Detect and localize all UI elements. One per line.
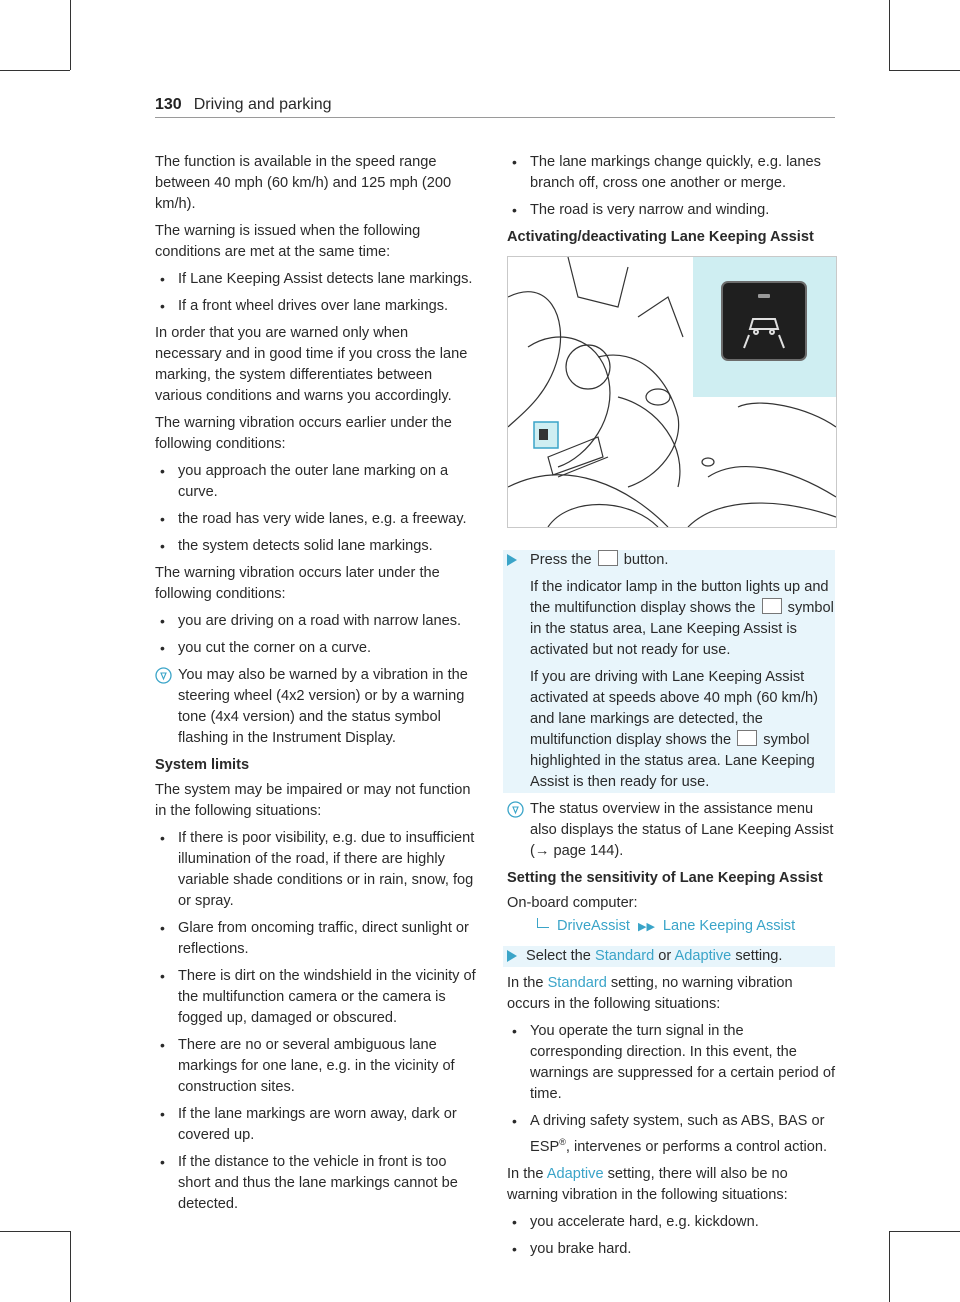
bullet-list (507, 1021, 835, 1158)
info-note-icon (507, 801, 524, 818)
section-heading: Setting the sensitivity of Lane Keeping Assist (507, 870, 823, 886)
crop-mark (70, 1231, 71, 1302)
paragraph: In the Standard setting, no warning vibration occurs in the following situations: (507, 975, 793, 1012)
paragraph: In the Adaptive setting, there will also be no warning vibration in the following situations: (507, 1165, 788, 1203)
section-title: Driving and parking (193, 96, 332, 113)
step-press-button: Press the button. (507, 550, 835, 571)
section-heading: System limits (155, 757, 250, 773)
lane-keeping-assist-icon (598, 550, 618, 566)
header-rule (155, 117, 835, 118)
paragraph: The system may be impaired or may not function in the following situations: (155, 782, 471, 819)
double-chevron-icon: ▶▶ (637, 921, 655, 933)
note (155, 665, 477, 749)
crop-mark (889, 1231, 890, 1302)
note (507, 799, 835, 862)
menu-item-driveassist[interactable]: DriveAssist (557, 918, 630, 934)
page-number: 130 (155, 96, 182, 113)
instruction-block (503, 550, 835, 793)
list-item: • If the distance to the vehicle in front is too short and thus the lane markings cannot be detected. (155, 1152, 477, 1215)
paragraph: In order that you are warned only when necessary and in good time if you cross the lane marking, the system differentiates between various conditions and warns you accordingly. (155, 325, 468, 404)
page-header (155, 94, 332, 115)
list-item: • If Lane Keeping Assist detects lane markings. (155, 269, 477, 290)
note-text: You may also be warned by a vibration in the steering wheel (4x2 version) or by a warning tone (4x4 version) and the status symbol flashing in the Instrument Display. (178, 667, 468, 746)
crop-mark (889, 1231, 960, 1232)
list-item: • A driving safety system, such as ABS, BAS or ESP®, intervenes or performs a control action. (507, 1111, 835, 1158)
lane-keeping-assist-icon (762, 598, 782, 614)
list-item: • the system detects solid lane markings. (155, 536, 477, 557)
note-text: The status overview in the assistance menu also displays the status of Lane Keeping Assist (→ page 144). (530, 801, 834, 859)
bullet-list (155, 611, 477, 659)
list-item: • the road has very wide lanes, e.g. a freeway. (155, 509, 477, 530)
section-heading: Activating/deactivating Lane Keeping Assist (507, 229, 814, 245)
list-item: • you cut the corner on a curve. (155, 638, 477, 659)
paragraph: On-board computer: (507, 895, 638, 911)
lane-keeping-assist-icon (737, 730, 757, 746)
list-item: • you brake hard. (507, 1239, 835, 1260)
list-item: • If there is poor visibility, e.g. due to insufficient illumination of the road, if there are highly variable shade conditions or in rain, snow, fog or spray. (155, 828, 477, 912)
bullet-list (155, 461, 477, 557)
menu-hook-icon (537, 918, 549, 928)
menu-path (507, 916, 835, 938)
paragraph: If the indicator lamp in the button lights up and the multifunction display shows the symbol in the status area, Lane Keeping Assist is activated but not ready for use. (530, 579, 834, 658)
option-standard[interactable]: Standard (594, 948, 655, 964)
list-item: • There are no or several ambiguous lane markings for one lane, e.g. in the vicinity of construction sites. (155, 1035, 477, 1098)
list-item: • Glare from oncoming traffic, direct sunlight or reflections. (155, 918, 477, 960)
crop-mark (70, 0, 71, 70)
option-adaptive[interactable]: Adaptive (674, 948, 732, 964)
paragraph: The warning is issued when the following conditions are met at the same time: (155, 223, 421, 260)
bullet-list (507, 1212, 835, 1260)
step-arrow-icon (507, 950, 517, 962)
list-item: • you are driving on a road with narrow lanes. (155, 611, 477, 632)
paragraph: The warning vibration occurs earlier under the following conditions: (155, 415, 452, 452)
dashboard-illustration (507, 256, 837, 528)
menu-item-lane-keeping-assist[interactable]: Lane Keeping Assist (662, 918, 796, 934)
list-item: • The road is very narrow and winding. (507, 200, 835, 221)
paragraph: The function is available in the speed range between 40 mph (60 km/h) and 125 mph (200 km/h). (155, 154, 452, 212)
crop-mark (0, 70, 70, 71)
crop-mark (0, 1231, 70, 1232)
right-column (507, 152, 835, 1266)
bullet-list (507, 152, 835, 221)
list-item: • If the lane markings are worn away, dark or covered up. (155, 1104, 477, 1146)
steering-wheel-drawing (508, 257, 836, 527)
list-item: • you accelerate hard, e.g. kickdown. (507, 1212, 835, 1233)
info-note-icon (155, 667, 172, 684)
step-select-setting: Select the Standard or Adaptive setting. (503, 946, 835, 967)
list-item: • You operate the turn signal in the corresponding direction. In this event, the warnings are suppressed for a certain period of time. (507, 1021, 835, 1105)
step-arrow-icon (507, 554, 517, 566)
list-item: • There is dirt on the windshield in the vicinity of the multifunction camera or the camera is fogged up, damaged or obscured. (155, 966, 477, 1029)
left-column (155, 152, 477, 1221)
list-item: • The lane markings change quickly, e.g. lanes branch off, cross one another or merge. (507, 152, 835, 194)
crop-mark (889, 0, 890, 70)
list-item: • If a front wheel drives over lane markings. (155, 296, 477, 317)
bullet-list (155, 269, 477, 317)
bullet-list (155, 828, 477, 1215)
list-item: • you approach the outer lane marking on a curve. (155, 461, 477, 503)
paragraph: The warning vibration occurs later under the following conditions: (155, 565, 440, 602)
paragraph: If you are driving with Lane Keeping Assist activated at speeds above 40 mph (60 km/h) and lane markings are detected, the multifunction display shows the symbol highlighted in the status area. Lane Keeping Assist is then ready for use. (530, 669, 818, 790)
crop-mark (889, 70, 960, 71)
